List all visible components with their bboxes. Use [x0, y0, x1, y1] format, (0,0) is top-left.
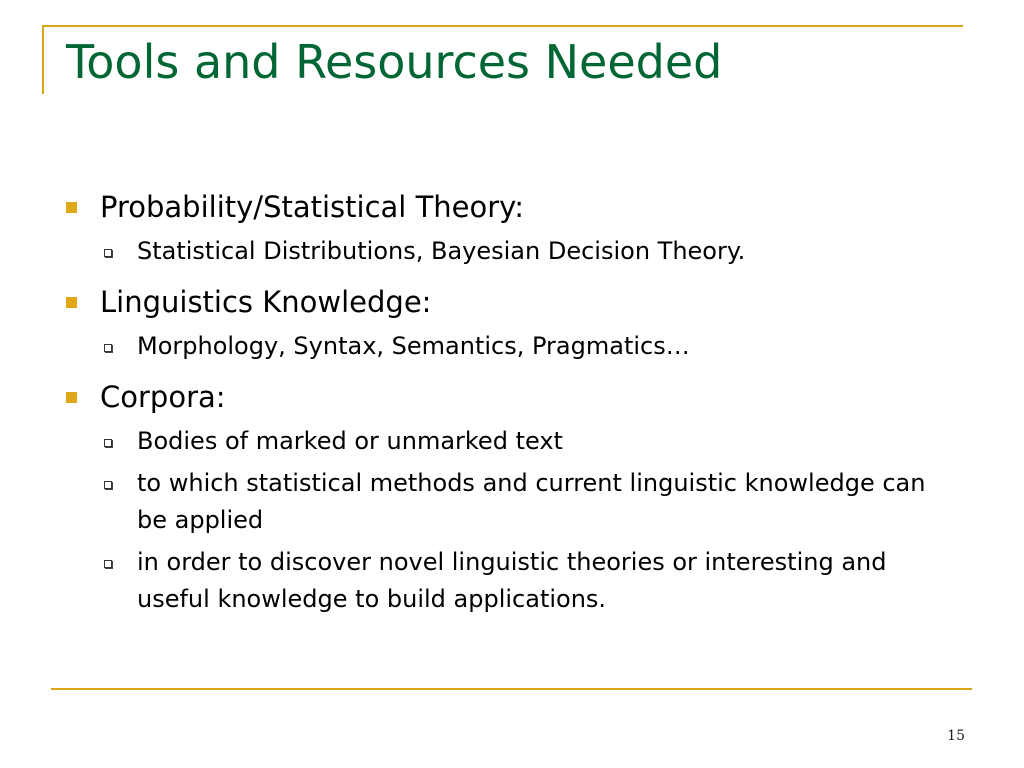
sub-bullet-label: Statistical Distributions, Bayesian Decision Theory.	[137, 237, 746, 265]
slide-title: Tools and Resources Needed	[66, 35, 723, 89]
sub-bullet-corpora-purpose	[62, 544, 962, 618]
hollow-square-bullet-icon	[104, 439, 112, 447]
hollow-square-bullet-icon	[104, 481, 112, 489]
filled-square-bullet-icon	[66, 202, 77, 213]
sub-bullet-label: Bodies of marked or unmarked text	[137, 427, 563, 455]
filled-square-bullet-icon	[66, 297, 77, 308]
left-frame-line	[42, 25, 44, 94]
bullet-item-linguistics	[62, 281, 962, 323]
sub-bullet-label: to which statistical methods and current linguistic knowledge can be applied	[137, 469, 926, 534]
top-frame-line	[42, 25, 963, 27]
page-number: 15	[947, 728, 965, 744]
bullet-item-probability	[62, 186, 962, 228]
bullet-list	[62, 186, 962, 618]
bullet-label: Probability/Statistical Theory:	[100, 190, 524, 224]
sub-bullet-linguistics-fields	[62, 328, 962, 365]
sub-bullet-corpora-methods	[62, 465, 962, 539]
sub-bullet-label: in order to discover novel linguistic theories or interesting and useful knowledge to build applications.	[137, 548, 887, 613]
hollow-square-bullet-icon	[104, 344, 112, 352]
hollow-square-bullet-icon	[104, 560, 112, 568]
sub-bullet-label: Morphology, Syntax, Semantics, Pragmatics…	[137, 332, 690, 360]
filled-square-bullet-icon	[66, 392, 77, 403]
bullet-label: Linguistics Knowledge:	[100, 285, 432, 319]
hollow-square-bullet-icon	[104, 249, 112, 257]
footer-rule	[51, 688, 972, 690]
sub-bullet-corpora-texts	[62, 423, 962, 460]
bullet-item-corpora	[62, 376, 962, 418]
sub-bullet-statistics	[62, 233, 962, 270]
bullet-label: Corpora:	[100, 380, 226, 414]
